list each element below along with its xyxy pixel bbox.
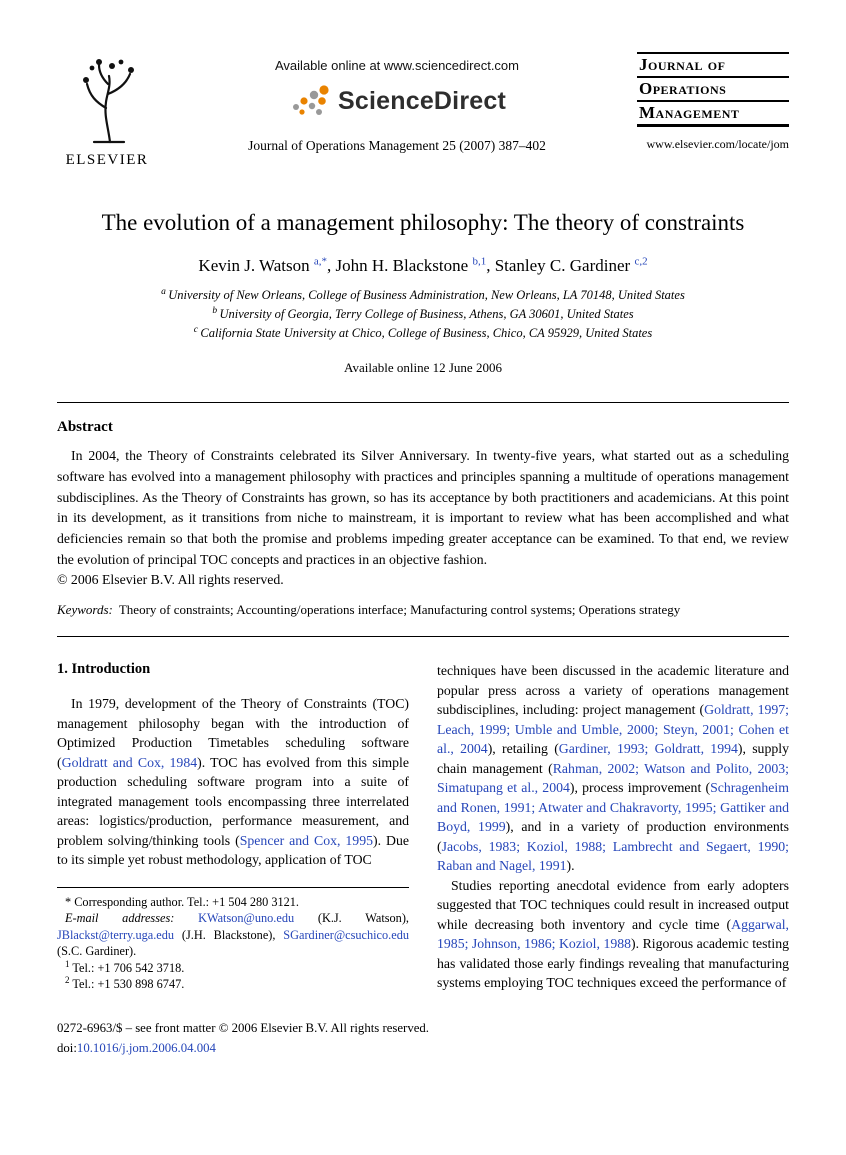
text-segment: (K.J. Watson), (294, 911, 409, 926)
email-link[interactable]: JBlackst@terry.uga.edu (57, 927, 175, 942)
text-segment: , Stanley C. Gardiner (486, 256, 635, 276)
elsevier-wordmark: ELSEVIER (65, 152, 149, 168)
text-segment: ), process improvement ( (569, 780, 711, 796)
citation-link[interactable]: Goldratt, 1997; Leach, 1999; Umble and Umble, 2000; Steyn, 2001; Cohen et al., 2004 (437, 702, 789, 757)
footnote-corresponding (57, 894, 409, 911)
affiliation-c (57, 324, 789, 343)
text-segment: (J.H. Blackstone), (174, 927, 284, 942)
header-center (157, 52, 637, 154)
journal-header (57, 52, 789, 169)
text-segment: ). TOC has evolved from this simple production scheduling software program into a suite of integrated management tools encompassing three interrelated areas: logistics/production, performance measurement, and problem solving/thinking tools ( (57, 754, 409, 848)
author-footnote-ref[interactable]: b,1 (472, 255, 487, 268)
sciencedirect-logo (288, 81, 506, 121)
text-segment: ). (566, 858, 575, 874)
jom-logo-line-3: Management (637, 102, 789, 127)
journal-citation: Journal of Operations Management 25 (2007) 387–402 (248, 138, 546, 153)
sciencedirect-dots-icon (288, 81, 332, 121)
text-segment: University of Georgia, Terry College of Business, Athens, GA 30601, United States (219, 306, 634, 321)
keywords-label: Keywords: (57, 602, 113, 618)
jom-logo-line-1: Journal of (637, 54, 789, 78)
affiliation-b (57, 305, 789, 324)
citation-link[interactable]: Jacobs, 1983; Koziol, 1988; Lambrecht and Segaert, 1990; Raban and Nagel, 1991 (437, 838, 789, 874)
text-segment: techniques have been discussed in the academic literature and popular press across a variety of operations management subdisciplines, including: project management ( (437, 663, 789, 718)
divider (57, 402, 789, 403)
author-line (57, 256, 789, 276)
text-segment: c (193, 324, 201, 335)
abstract-heading: Abstract (57, 419, 113, 436)
citation-link[interactable]: Spencer and Cox, 1995 (239, 832, 374, 848)
article-title: The evolution of a management philosophy: The theory of constraints (101, 210, 745, 235)
citation-link[interactable]: Aggarwal, 1985; Johnson, 1986; Koziol, 1988 (437, 916, 789, 952)
doi-line (57, 1039, 789, 1059)
text-segment: ). Due to its simple yet robust methodology, application of TOC (57, 832, 410, 868)
footnote-emails (57, 910, 409, 960)
text-segment: * Corresponding author. Tel.: +1 504 280 3121. (65, 894, 300, 909)
text-segment: Kevin J. Watson (198, 256, 314, 276)
elsevier-logo (57, 52, 157, 169)
text-segment: Tel.: +1 530 898 6747. (69, 977, 185, 992)
text-segment: doi: (57, 1040, 77, 1055)
text-segment: (S.C. Gardiner). (57, 944, 137, 959)
citation-link[interactable]: Gardiner, 1993; Goldratt, 1994 (558, 741, 738, 757)
paragraph-introduction (57, 694, 409, 870)
available-online-date: Available online 12 June 2006 (344, 360, 502, 376)
elsevier-tree-icon (66, 52, 148, 144)
copyright-line: © 2006 Elsevier B.V. All rights reserved. (57, 572, 284, 588)
available-online-text: Available online at www.sciencedirect.com (275, 58, 519, 73)
footnotes (57, 887, 409, 993)
text-segment: Tel.: +1 706 542 3718. (69, 960, 185, 975)
affiliations (57, 286, 789, 342)
issn-line: 0272-6963/$ – see front matter © 2006 Elsevier B.V. All rights reserved. (57, 1020, 429, 1035)
text-segment: b (212, 305, 220, 316)
text-segment: a (161, 286, 169, 297)
body-columns (57, 661, 789, 993)
text-segment: 1 (65, 958, 70, 969)
email-link[interactable]: SGardiner@csuchico.edu (283, 927, 409, 942)
right-column (437, 661, 789, 993)
header-right (637, 52, 789, 152)
paragraph-studies (437, 876, 789, 993)
footnote-2 (57, 976, 409, 993)
citation-link[interactable]: Schragenheim and Ronen, 1991; Atwater and Chakravorty, 1995; Gattiker and Boyd, 1999 (437, 780, 789, 835)
paragraph-continuation (437, 661, 789, 876)
affiliation-a (57, 286, 789, 305)
front-matter-footer (57, 1019, 789, 1059)
citation-link[interactable]: Goldratt and Cox, 1984 (61, 754, 198, 770)
author-footnote-ref[interactable]: c,2 (634, 255, 648, 268)
text-segment: ), retailing ( (487, 741, 559, 757)
email-link[interactable]: KWatson@uno.edu (198, 911, 295, 926)
jom-logo (637, 52, 789, 127)
text-segment: ), supply chain management ( (437, 741, 789, 776)
doi-link[interactable]: 10.1016/j.jom.2006.04.004 (76, 1040, 216, 1055)
text-segment: , John H. Blackstone (327, 256, 473, 276)
text-segment: In 1979, development of the Theory of Constraints (TOC) management philosophy began with the introduction of Optimized Production Timetables scheduling software ( (57, 696, 409, 770)
abstract-text: In 2004, the Theory of Constraints celebrated its Silver Anniversary. In twenty-five years, what started out as a scheduling software has evolved into a management philosophy with practices and principles spanning a multitude of operations management subdisciplines. As the Theory of Constraints has grown, so has its acceptance by both practitioners and academicians. At this point in its development, as it transitions from niche to mainstream, it is important to review what has been accomplished and what deficiencies remain so that both the promise and problems impeding greater acceptance can be examined. To that end, we review the evolution of principal TOC concepts and practices in an objective fashion. (57, 448, 789, 567)
keywords-text: Theory of constraints; Accounting/operations interface; Manufacturing control systems; Operations strategy (118, 602, 681, 618)
text-segment: ), and in a variety of production environments ( (437, 819, 790, 854)
citation-link[interactable]: Rahman, 2002; Watson and Polito, 2003; Simatupang et al., 2004 (437, 760, 789, 796)
author-footnote-ref[interactable]: a,* (313, 255, 327, 268)
jom-logo-line-2: Operations (637, 78, 789, 102)
text-segment: 2 (65, 975, 70, 986)
text-segment: University of New Orleans, College of Business Administration, New Orleans, LA 70148, United States (168, 288, 685, 303)
text-segment: California State University at Chico, College of Business, Chico, CA 95929, United States (200, 325, 653, 340)
keywords-line (57, 602, 789, 618)
sciencedirect-wordmark: ScienceDirect (338, 86, 506, 115)
divider (57, 636, 789, 637)
journal-website-link[interactable]: www.elsevier.com/locate/jom (646, 137, 789, 151)
left-column (57, 661, 409, 993)
footnote-1 (57, 960, 409, 977)
text-segment: Studies reporting anecdotal evidence from early adopters suggested that TOC techniques could result in increased output while decreasing both inventory and cycle time ( (437, 877, 789, 932)
text-segment: E-mail addresses: (65, 911, 199, 926)
text-segment: ). Rigorous academic testing has validated those early findings revealing that manufacturing systems employing TOC techniques exceed the performance of (437, 936, 789, 991)
section-heading-introduction: 1. Introduction (57, 661, 151, 678)
